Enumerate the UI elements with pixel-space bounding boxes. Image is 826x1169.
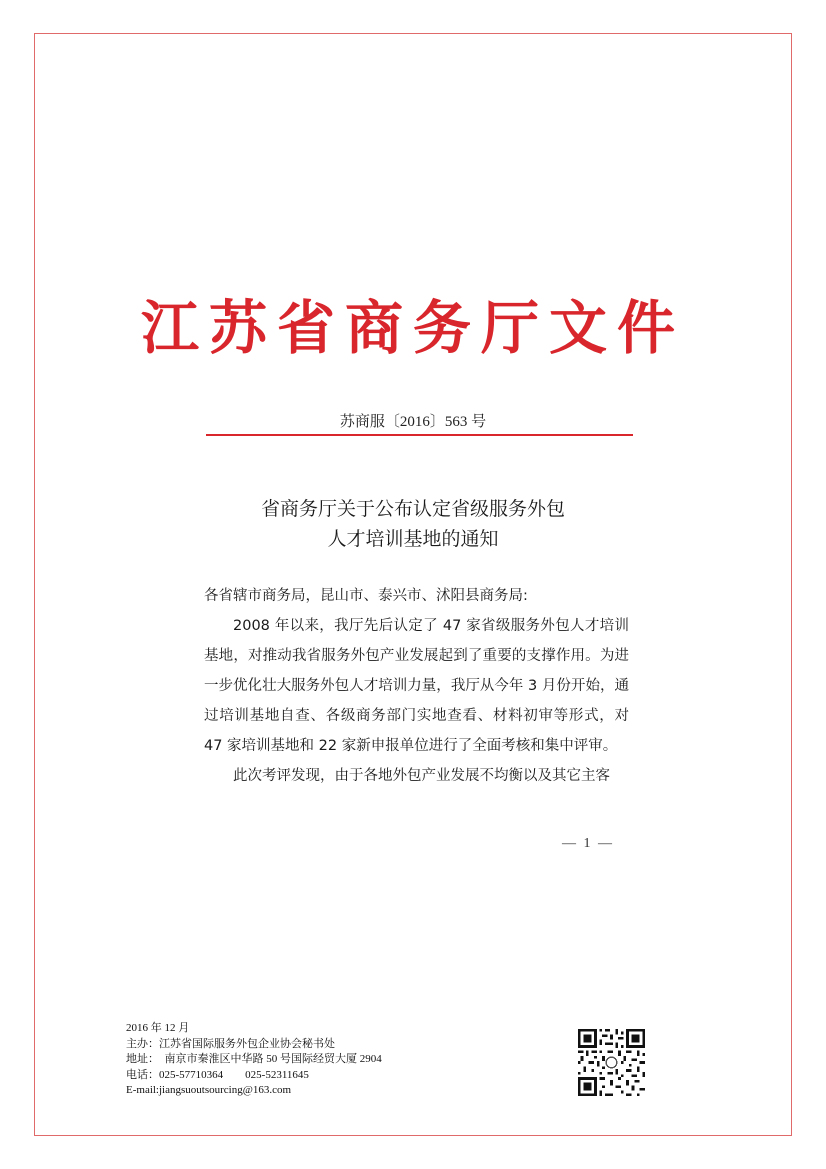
- letterhead-title: 江苏省商务厅文件: [140, 294, 685, 362]
- body-paragraph: 此次考评发现，由于各地外包产业发展不均衡以及其它主客: [233, 768, 610, 784]
- footer-info: [126, 1021, 382, 1099]
- footer-date: 2016 年 12 月: [126, 1022, 190, 1034]
- notice-title-line-2: 人才培训基地的通知: [327, 528, 499, 550]
- red-divider: [206, 434, 633, 436]
- page-number: — 1 —: [562, 836, 614, 851]
- footer-address: 地址： 南京市秦淮区中华路 50 号国际经贸大厦 2904: [126, 1053, 382, 1065]
- qr-code-icon[interactable]: [578, 1029, 645, 1096]
- footer-email: E-mail:jiangsuoutsourcing@163.com: [126, 1084, 292, 1096]
- footer-organizer: 主办：江苏省国际服务外包企业协会秘书处: [126, 1037, 335, 1050]
- notice-body: [204, 611, 629, 791]
- footer-phone: 电话：025-57710364 025-52311645: [126, 1068, 309, 1081]
- notice-title: [0, 494, 826, 554]
- notice-title-line-1: 省商务厅关于公布认定省级服务外包: [260, 498, 565, 520]
- addressee: 各省辖市商务局，昆山市、泰兴市、沭阳县商务局:: [204, 588, 528, 604]
- body-paragraph: 2008 年以来，我厅先后认定了 47 家省级服务外包人才培训基地，对推动我省服务外包产业发展起到了重要的支撑作用。为进一步优化壮大服务外包人才培训力量，我厅从今年 3 月份开始，通过培训基地自查、各级商务部门实地查看、材料初审等形式，对 47 家培训基地和 22 家新申报单位进行了全面考核和集中评审。: [204, 618, 629, 754]
- document-number: 苏商服〔2016〕563 号: [339, 414, 487, 430]
